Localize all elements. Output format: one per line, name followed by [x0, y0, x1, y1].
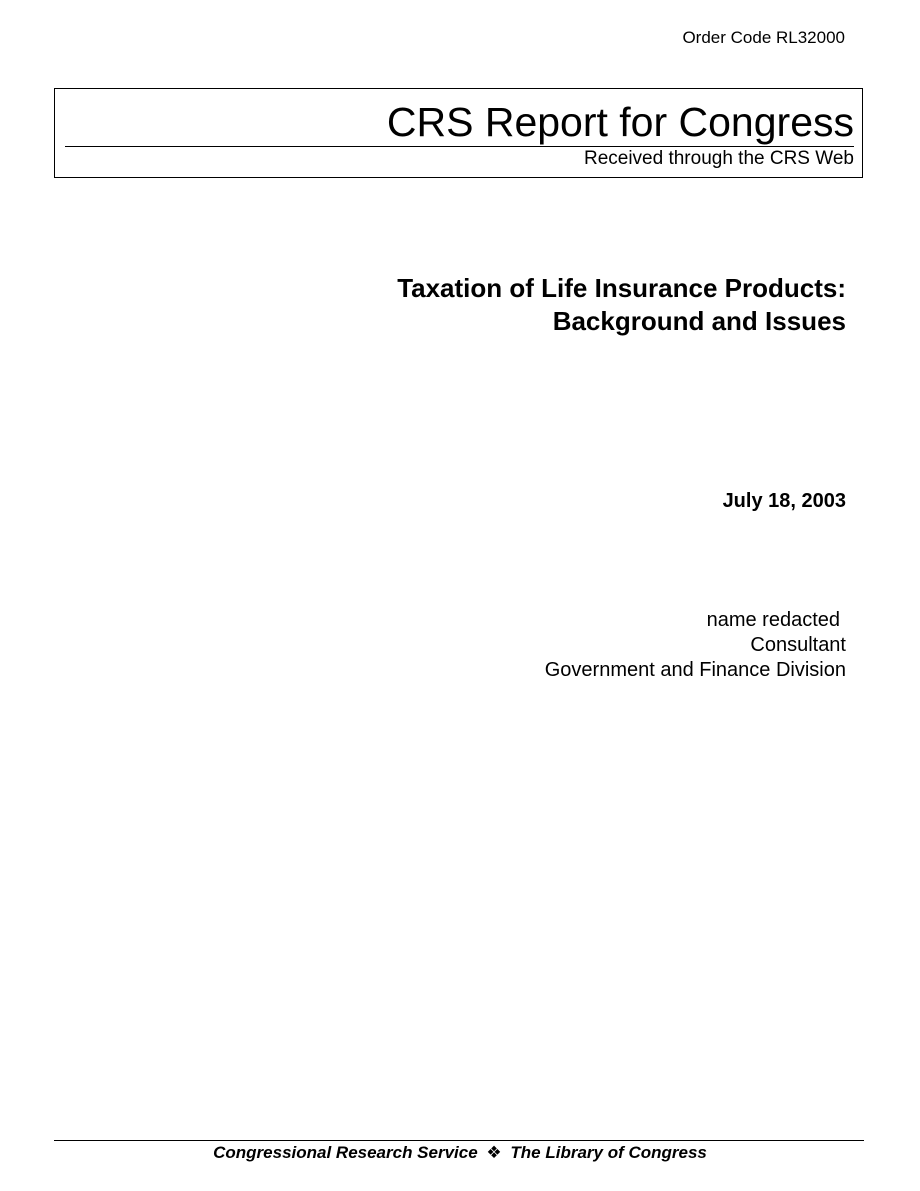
author-position: Consultant: [750, 634, 846, 656]
author-name: name redacted: [706, 609, 840, 631]
footer-divider: [54, 1140, 864, 1141]
author-division: Government and Finance Division: [544, 659, 846, 681]
footer-loc-label: The Library of Congress: [510, 1143, 707, 1162]
report-title-line-1: Taxation of Life Insurance Products:: [397, 273, 846, 303]
banner-subtitle: Received through the CRS Web: [583, 148, 854, 169]
banner-title: CRS Report for Congress: [386, 99, 854, 145]
footer: [0, 1143, 920, 1163]
order-code: Order Code RL32000: [682, 28, 845, 47]
report-banner: [54, 88, 863, 178]
report-date: July 18, 2003: [722, 490, 846, 512]
report-title-line-2: Background and Issues: [552, 306, 846, 336]
author-block: [545, 608, 846, 683]
diamond-icon: ❖: [486, 1143, 502, 1162]
report-title: [397, 272, 846, 338]
footer-crs-label: Congressional Research Service: [213, 1143, 478, 1162]
